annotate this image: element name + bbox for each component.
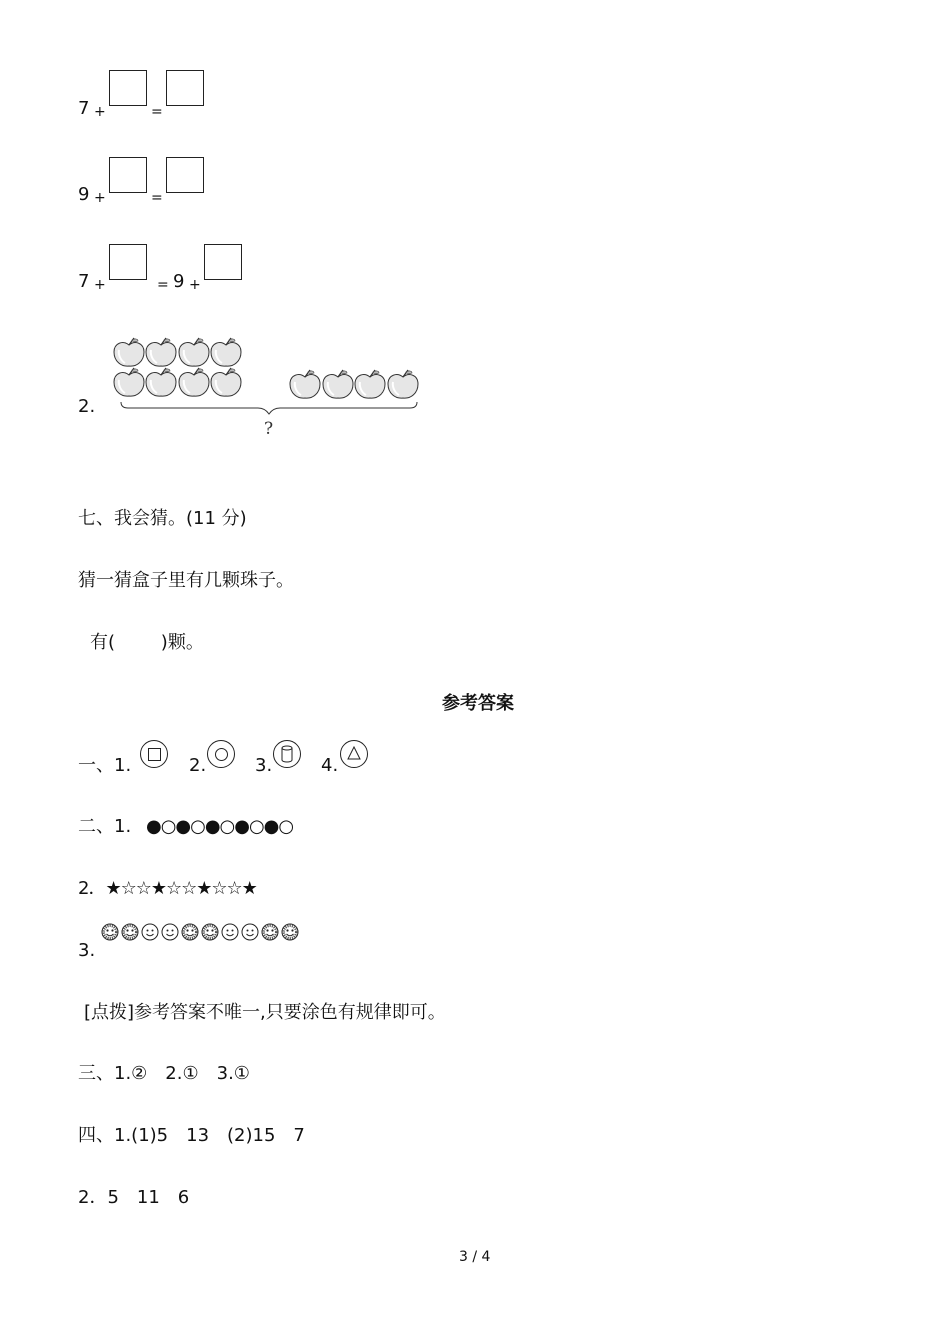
tip-text: [点拨]参考答案不唯一,只要涂色有规律即可。	[84, 1002, 446, 1023]
smiley-dark-icon	[102, 924, 118, 940]
star-pattern: 2．★☆☆★☆☆★☆☆★	[78, 878, 257, 899]
apple-icon	[355, 370, 385, 398]
section-heading: 七、我会猜。(11 分)	[78, 508, 247, 529]
equals-sign: =	[151, 104, 163, 120]
plus-sign: +	[94, 277, 106, 293]
answer-label: 3.	[255, 755, 273, 776]
equation-number: 9	[78, 184, 90, 205]
answers-title: 参考答案	[442, 693, 514, 714]
smiley-light-icon	[222, 924, 238, 940]
equation-number: 7	[78, 98, 90, 119]
answer-box[interactable]	[109, 70, 147, 106]
apple-icon	[146, 368, 176, 396]
smiley-dark-icon	[262, 924, 278, 940]
square-in-circle-icon	[140, 740, 168, 768]
apple-icon	[179, 368, 209, 396]
answer-box[interactable]	[166, 70, 204, 106]
plus-sign: +	[94, 104, 106, 120]
smiley-dark-icon	[122, 924, 138, 940]
smiley-dark-icon	[282, 924, 298, 940]
circle-in-circle-icon	[207, 740, 235, 768]
question-mark: ?	[264, 419, 274, 439]
section-prompt: 猜一猜盒子里有几颗珠子。	[78, 570, 294, 591]
answer-two-label: 二、1.	[78, 816, 132, 837]
equation-number: 7	[78, 271, 90, 292]
answer-label: 4.	[321, 755, 339, 776]
apple-icon	[114, 368, 144, 396]
answer-three: 三、1.② 2.① 3.①	[78, 1063, 250, 1084]
answer-four-1: 四、1.(1)5 13 (2)15 7	[78, 1125, 305, 1146]
triangle-in-circle-icon	[340, 740, 368, 768]
smiley-light-icon	[242, 924, 258, 940]
answer-box[interactable]	[166, 157, 204, 193]
equation-number: 9	[173, 271, 185, 292]
smiley-dark-icon	[202, 924, 218, 940]
smiley-light-icon	[162, 924, 178, 940]
answer-box[interactable]	[204, 244, 242, 280]
apple-icon	[323, 370, 353, 398]
smiley-pattern	[100, 922, 300, 944]
answer-four-2: 2．5 11 6	[78, 1187, 190, 1208]
apple-icon	[388, 370, 418, 398]
answer-label: 一、1.	[78, 755, 132, 776]
answer-label: 3.	[78, 940, 96, 961]
answer-box[interactable]	[109, 157, 147, 193]
answer-one-row	[78, 738, 398, 780]
equals-sign: =	[157, 277, 169, 293]
apple-icon	[290, 370, 320, 398]
answer-line: 有( )颗。	[90, 632, 204, 653]
equals-sign: =	[151, 190, 163, 206]
brace-icon	[121, 402, 417, 414]
apple-icon	[211, 368, 241, 396]
cylinder-in-circle-icon	[273, 740, 301, 768]
question-number: 2.	[78, 396, 96, 417]
plus-sign: +	[94, 190, 106, 206]
apple-icon	[211, 338, 241, 366]
answer-box[interactable]	[109, 244, 147, 280]
smiley-light-icon	[142, 924, 158, 940]
circle-pattern: ●○●○●○●○●○	[146, 816, 294, 837]
apple-icon	[179, 338, 209, 366]
smiley-dark-icon	[182, 924, 198, 940]
page-number: 3 / 4	[459, 1249, 491, 1265]
apple-icon	[146, 338, 176, 366]
plus-sign: +	[189, 277, 201, 293]
answer-label: 2.	[189, 755, 207, 776]
apples-figure	[108, 334, 428, 444]
apple-icon	[114, 338, 144, 366]
